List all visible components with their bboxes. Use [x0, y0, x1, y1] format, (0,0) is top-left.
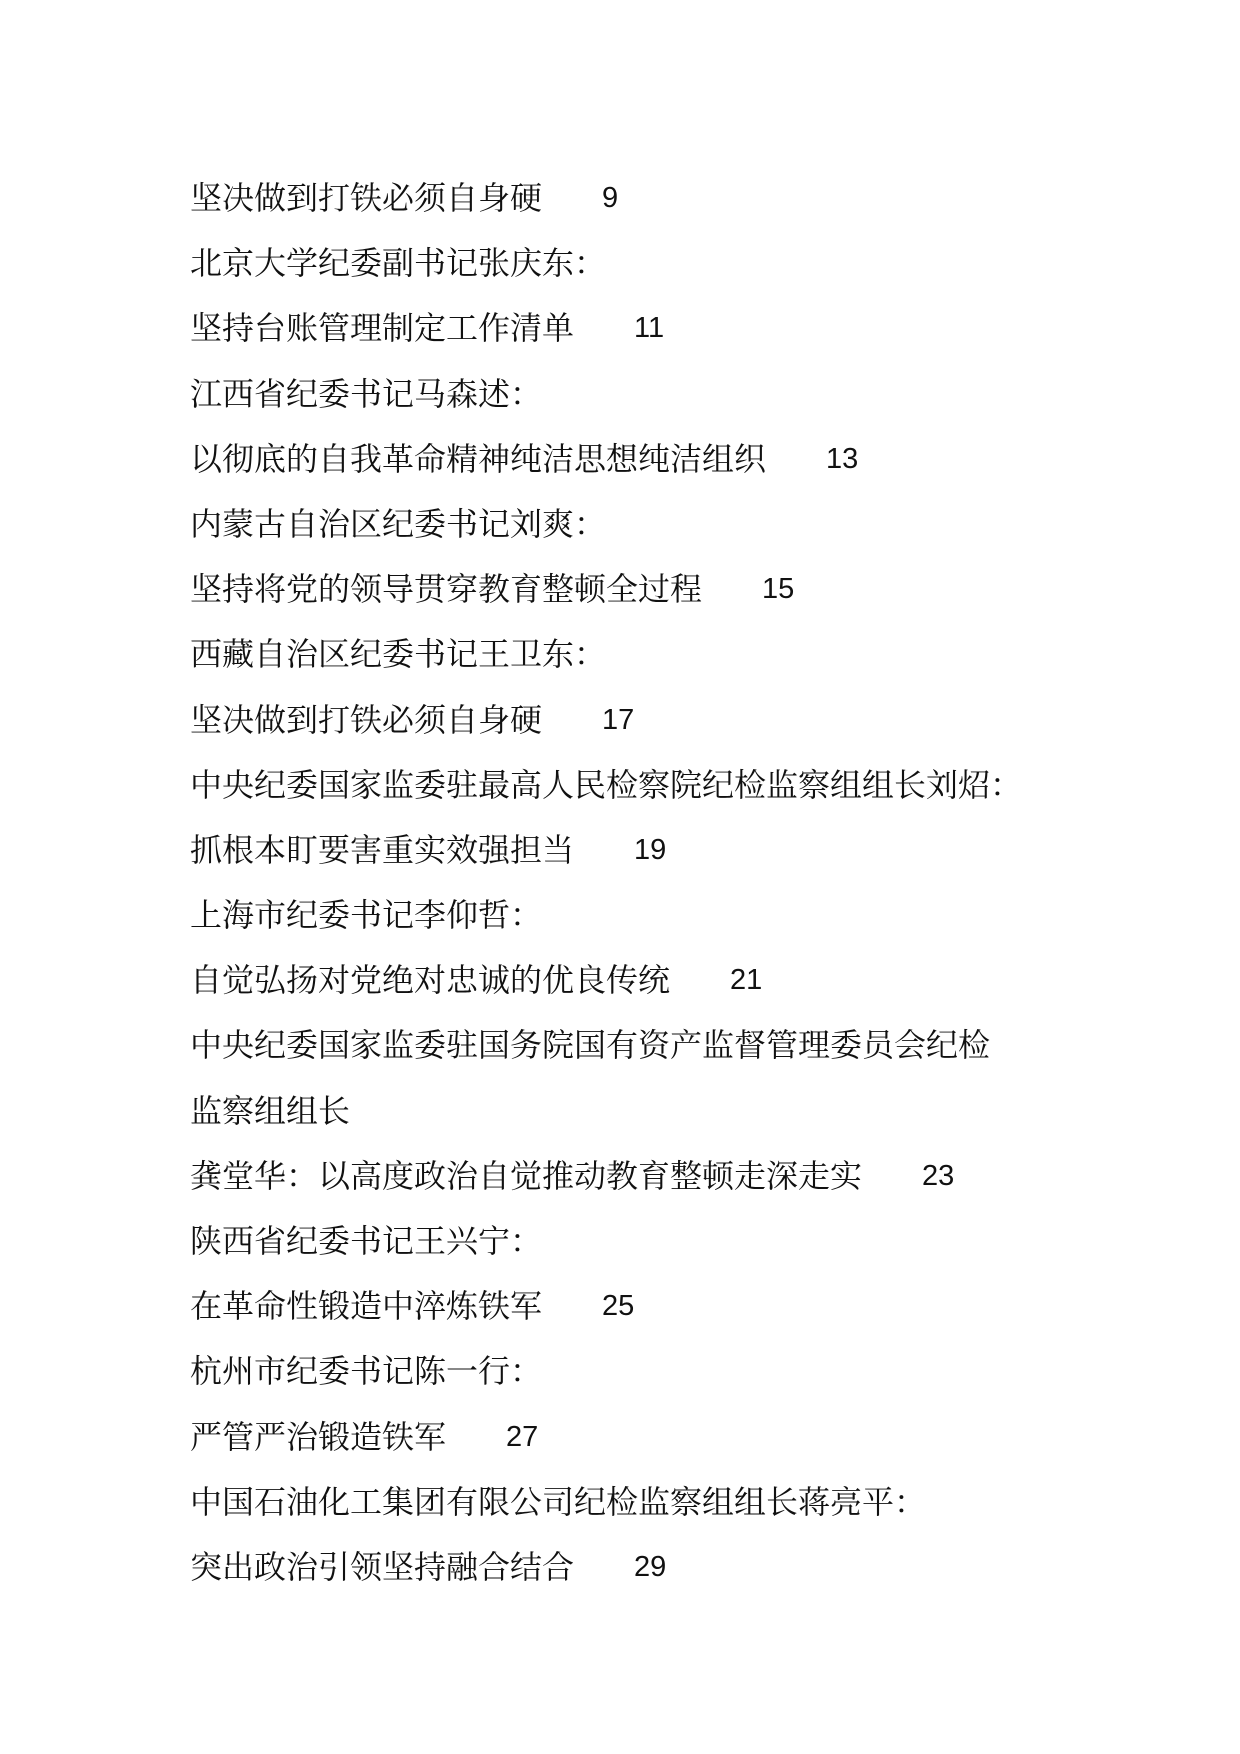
toc-page-number: 15: [762, 573, 795, 606]
toc-line: [190, 231, 1090, 296]
toc-entry-text: 自觉弘扬对党绝对忠诚的优良传统: [190, 961, 671, 1000]
toc-line: [190, 1470, 1090, 1535]
toc-page-number: 13: [826, 442, 859, 475]
toc-line: [190, 1013, 1090, 1078]
toc-entry-text: 杭州市纪委书记陈一行：: [190, 1352, 543, 1391]
toc-entry-text: 在革命性锻造中淬炼铁军: [190, 1287, 543, 1326]
toc-entry-text: 上海市纪委书记李仰哲：: [190, 896, 543, 935]
toc-line: [190, 622, 1090, 687]
toc-page-number: 29: [634, 1550, 667, 1583]
toc-entry-text: 以彻底的自我革命精神纯洁思想纯洁组织: [190, 439, 767, 478]
toc-entry-text: 监察组组长: [190, 1091, 351, 1130]
toc-line: [190, 296, 1090, 361]
toc-page-number: 19: [634, 833, 667, 866]
toc-entry-text: 突出政治引领坚持融合结合: [190, 1547, 575, 1586]
toc-line: [190, 1209, 1090, 1274]
toc-entry-text: 严管严治锻造铁军: [190, 1417, 447, 1456]
toc-page-number: 27: [506, 1420, 539, 1453]
toc-entry-text: 坚决做到打铁必须自身硬: [190, 700, 543, 739]
toc-line: [190, 1405, 1090, 1470]
toc-entry-text: 西藏自治区纪委书记王卫东：: [190, 635, 607, 674]
toc-line: [190, 1144, 1090, 1209]
toc-entry-text: 陕西省纪委书记王兴宁：: [190, 1222, 543, 1260]
toc-entry-text: 坚持台账管理制定工作清单: [190, 309, 575, 348]
toc-line: [190, 753, 1090, 818]
toc-page-number: 25: [602, 1290, 635, 1323]
toc-page-number: 21: [730, 964, 763, 997]
toc-line: [190, 1274, 1090, 1339]
toc-line: [190, 166, 1090, 231]
toc-entry-text: 抓根本盯要害重实效强担当: [190, 830, 575, 869]
toc-entry-text: 内蒙古自治区纪委书记刘爽：: [190, 504, 607, 543]
toc-line: [190, 557, 1090, 622]
table-of-contents: [190, 166, 1090, 1600]
toc-line: [190, 818, 1090, 883]
toc-line: [190, 883, 1090, 948]
toc-entry-text: 坚决做到打铁必须自身硬: [190, 179, 543, 217]
toc-entry-text: 坚持将党的领导贯穿教育整顿全过程: [190, 570, 703, 609]
toc-line: [190, 1535, 1090, 1600]
toc-line: [190, 1339, 1090, 1404]
toc-entry-text: 龚堂华：以高度政治自觉推动教育整顿走深走实: [190, 1156, 863, 1195]
toc-line: [190, 1079, 1090, 1144]
toc-page-number: 23: [922, 1159, 955, 1192]
toc-entry-text: 北京大学纪委副书记张庆东：: [190, 244, 607, 283]
toc-line: [190, 362, 1090, 427]
toc-line: [190, 688, 1090, 753]
toc-entry-text: 江西省纪委书记马森述：: [190, 374, 543, 413]
toc-entry-text: 中国石油化工集团有限公司纪检监察组组长蒋亮平：: [190, 1482, 927, 1521]
toc-page-number: 17: [602, 703, 635, 736]
toc-entry-text: 中央纪委国家监委驻国务院国有资产监督管理委员会纪检: [190, 1026, 991, 1065]
toc-line: [190, 427, 1090, 492]
toc-line: [190, 948, 1090, 1013]
toc-line: [190, 492, 1090, 557]
toc-entry-text: 中央纪委国家监委驻最高人民检察院纪检监察组组长刘炤：: [190, 765, 1023, 804]
toc-page-number: 11: [634, 312, 665, 345]
toc-page-number: 9: [602, 182, 619, 214]
